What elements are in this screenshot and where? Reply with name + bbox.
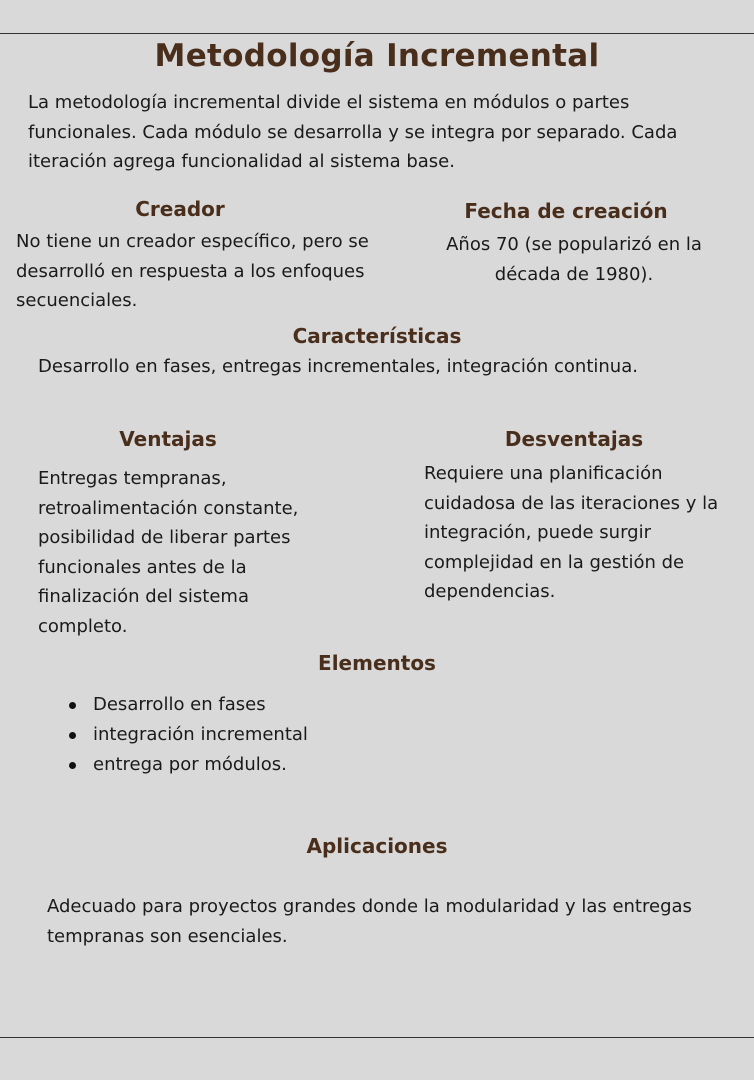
ventajas-heading: Ventajas bbox=[119, 427, 217, 451]
aplicaciones-text: Adecuado para proyectos grandes donde la modularidad y las entregas tempranas son esenciales. bbox=[47, 896, 692, 947]
creador-heading: Creador bbox=[135, 197, 225, 221]
list-item: Desarrollo en fases bbox=[60, 690, 308, 720]
desventajas-text: Requiere una planificación cuidadosa de las iteraciones y la integración, puede surgir complejidad en la gestión de dependencias. bbox=[424, 463, 719, 602]
ventajas-text: Entregas tempranas, retroalimentación constante, posibilidad de liberar partes funcionales antes de la finalización del sistema completo. bbox=[38, 468, 299, 637]
elementos-list bbox=[60, 690, 308, 780]
caracteristicas-heading: Características bbox=[292, 324, 462, 348]
caracteristicas-text: Desarrollo en fases, entregas incrementales, integración continua. bbox=[38, 356, 638, 377]
bottom-divider bbox=[0, 1037, 754, 1038]
fecha-text: Años 70 (se popularizó en la década de 1980). bbox=[446, 234, 702, 285]
list-item: integración incremental bbox=[60, 720, 308, 750]
aplicaciones-heading: Aplicaciones bbox=[306, 834, 448, 858]
list-item: entrega por módulos. bbox=[60, 750, 308, 780]
intro-paragraph: La metodología incremental divide el sistema en módulos o partes funcionales. Cada módulo se desarrolla y se integra por separado. Cada iteración agrega funcionalidad al sistema base. bbox=[28, 92, 678, 172]
top-divider bbox=[0, 33, 754, 34]
page-title: Metodología Incremental bbox=[154, 38, 600, 74]
creador-text: No tiene un creador específico, pero se desarrolló en respuesta a los enfoques secuenciales. bbox=[16, 231, 369, 311]
desventajas-heading: Desventajas bbox=[504, 427, 644, 451]
elementos-heading: Elementos bbox=[318, 651, 436, 675]
fecha-heading: Fecha de creación bbox=[464, 199, 668, 223]
